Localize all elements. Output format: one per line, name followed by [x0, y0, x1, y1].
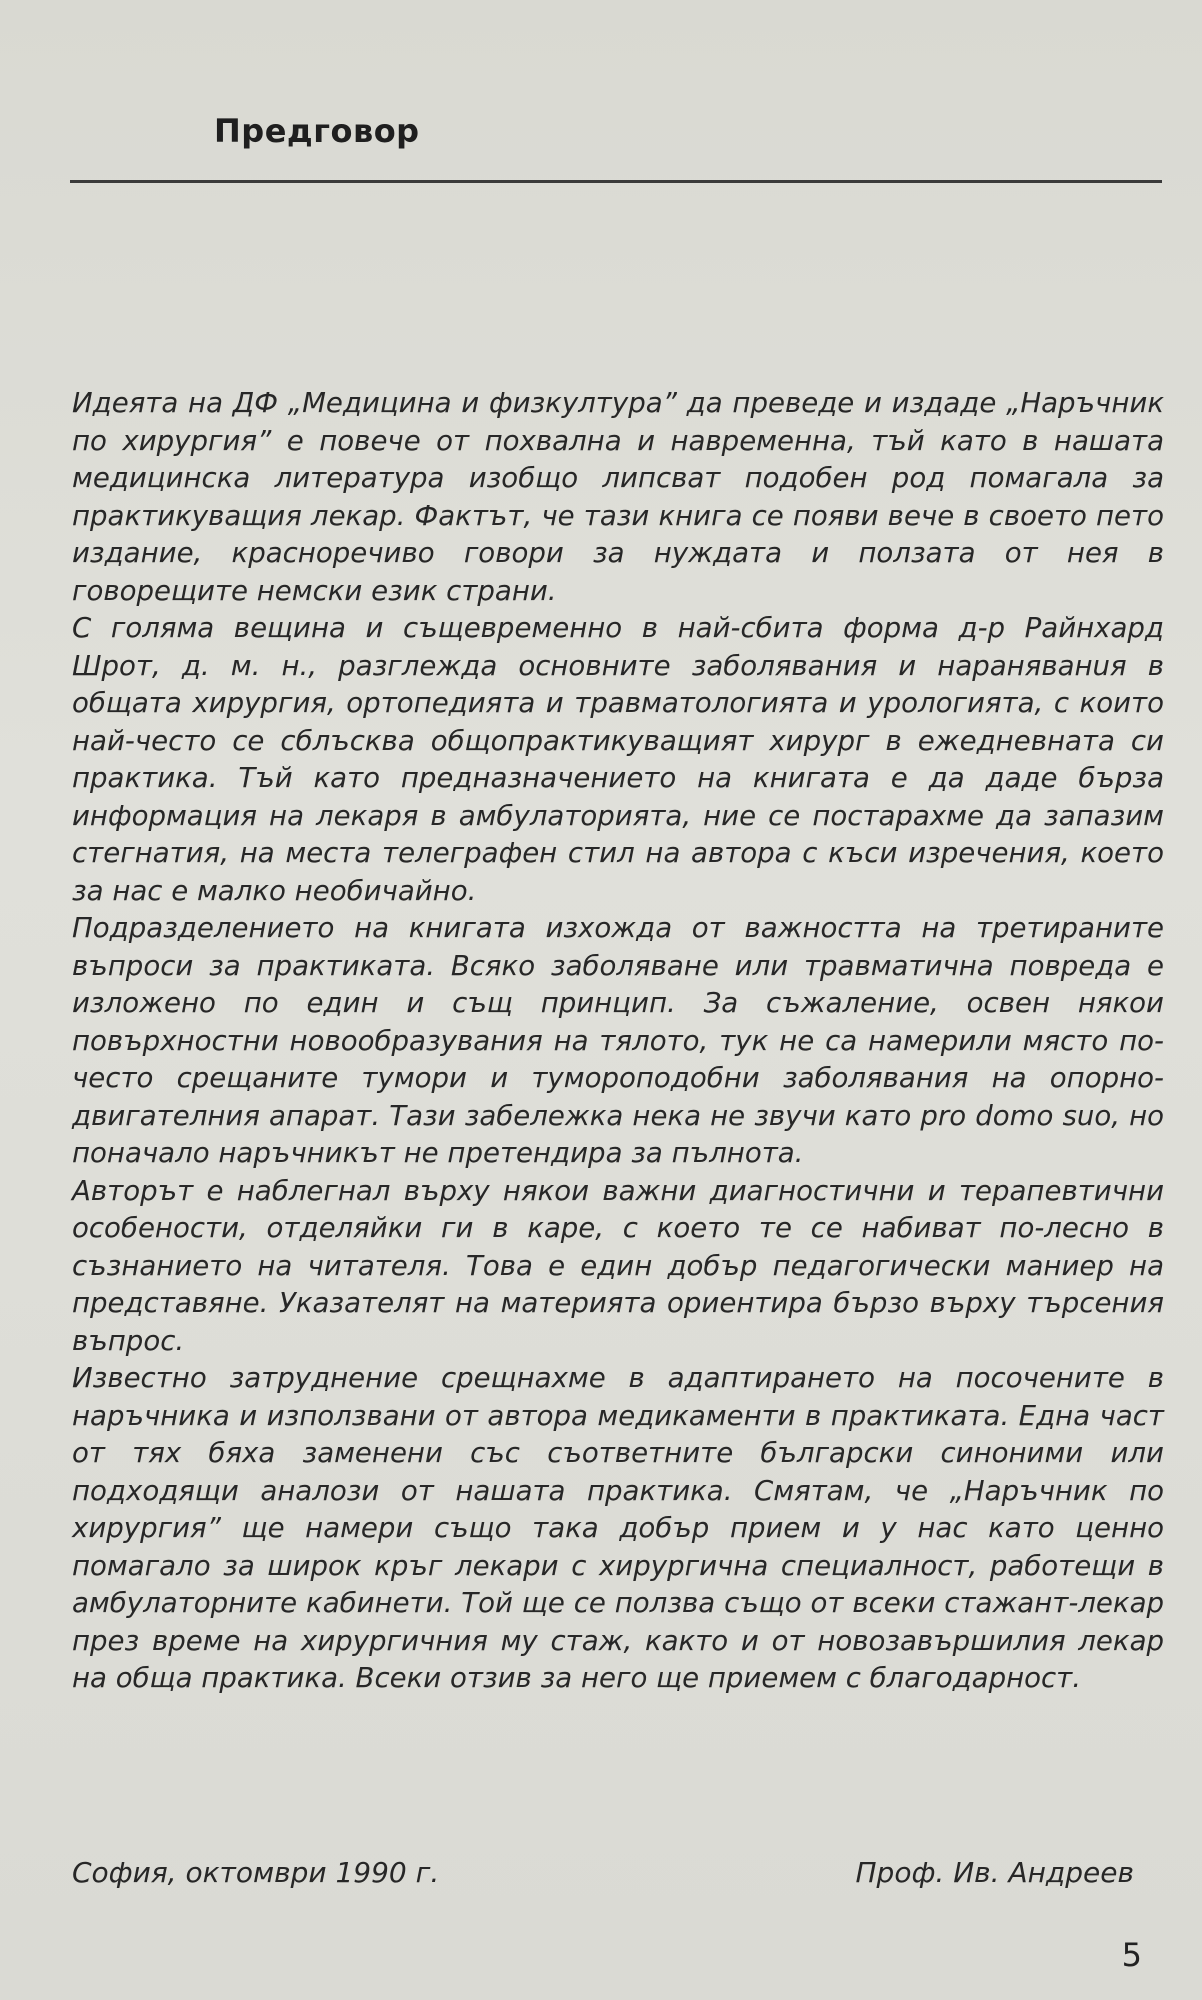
page-title: Предговор: [214, 112, 420, 150]
paragraph-3: Подразделението на книгата изхожда от важността на третираните въпроси за практиката. Всяко заболяване или травматична повреда е изложено по един и същ принцип. За съжаление, освен някои повърхностни новообразувания на тялото, тук не са намерили място по-често срещаните тумори и тумороподобни заболявания на опорно-двигателния апарат. Тази забележка нека не звучи като pro domo suo, но поначало наръчникът не претендира за пълнота.: [72, 911, 1164, 1169]
place-and-date: София, октомври 1990 г.: [72, 1856, 440, 1889]
author-signature: Проф. Ив. Андреев: [855, 1856, 1134, 1889]
paragraph-1: Идеята на ДФ „Медицина и физкултура” да преведе и издаде „Наръчник по хирургия” е повече от похвална и навременна, тъй като в нашата медицинска литература изобщо липсват подобен род помагала за практикуващия лекар. Фактът, че тази книга се появи вече в своето пето издание, красноречиво говори за нуждата и ползата от нея в говорещите немски език страни.: [72, 386, 1164, 607]
paragraph-5: Известно затруднение срещнахме в адаптирането на посочените в наръчника и използвани от автора медикаменти в практиката. Една част от тях бяха заменени със съответните български синоними или подходящи аналози от нашата практика. Смятам, че „Наръчник по хирургия” ще намери също така добър прием и у нас като ценно помагало за широк кръг лекари с хирургична специалност, работещи в амбулаторните кабинети. Той ще се ползва също от всеки стажант-лекар през време на хирургичния му стаж, както и от новозавършилия лекар на обща практика. Всеки отзив за него ще приемем с благодарност.: [72, 1361, 1164, 1694]
preface-body: [72, 384, 1164, 1697]
paragraph-4: Авторът е наблегнал върху някои важни диагностични и терапевтични особености, отделяйки ги в каре, с което те се набиват по-лесно в съзнанието на читателя. Това е един добър педагогически маниер на представяне. Указателят на материята ориентира бързо върху търсения въпрос.: [72, 1173, 1164, 1357]
heading-rule: [70, 180, 1162, 183]
page-number: 5: [1121, 1936, 1142, 1974]
paragraph-2: С голяма вещина и същевременно в най-сбита форма д-р Райнхард Шрот, д. м. н., разглежда основните заболявания и нараняванuя в общата хирургия, ортопедията и травматологията и урологията, с които най-често се сблъсква общопрактикуващият хирург в ежедневната си практика. Тъй като предназначението на книгата е да даде бърза информация на лекаря в амбулаторията, ние се постарахме да запазим стегнатия, на места телеграфен стил на автора с къси изречения, което за нас е малко необичайно.: [72, 611, 1164, 907]
